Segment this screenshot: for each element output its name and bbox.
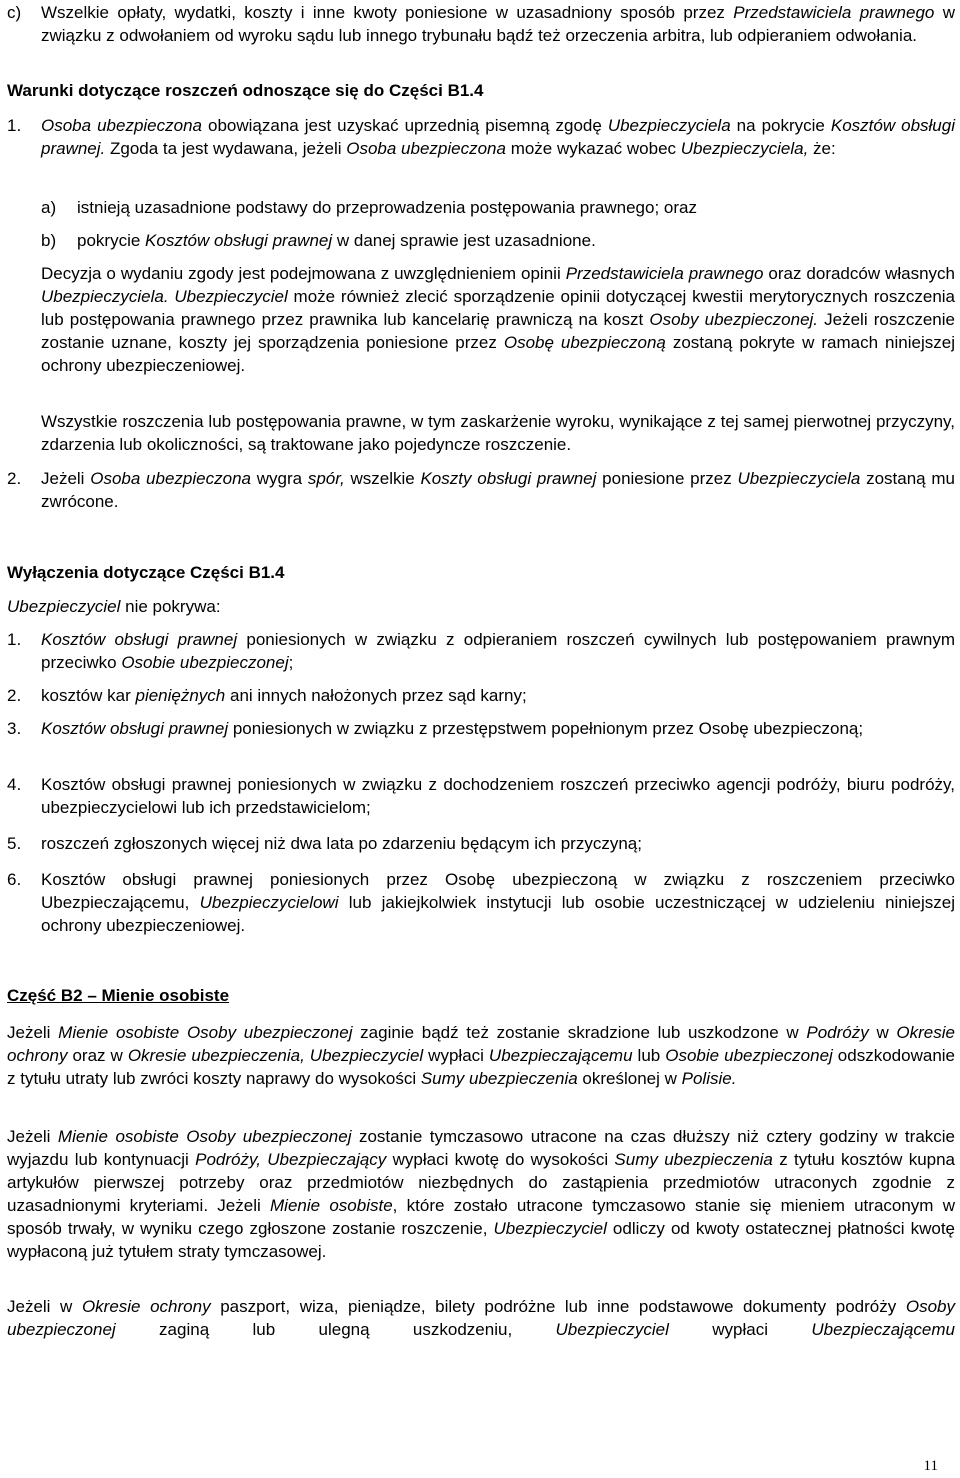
list-marker: 6. <box>7 870 22 889</box>
b2-paragraph-2: Jeżeli Mienie osobiste Osoby ubezpieczonej zostanie tymczasowo utracone na czas dłuższy niż cztery godziny w trakcie wyjazdu lub kontynuacji Podróży, Ubezpieczający wypłaci kwotę do wysokości Sumy ubezpieczenia z tytułu kosztów kupna artykułów pierwszej potrzeby oraz przedmiotów niezbędnych do zastąpienia przedmiotów utraconych zgodnie z uzasadnionymi kryteriami. Jeżeli Mienie osobiste, które zostało utracone tymczasowo stanie się mieniem utraconym w sposób trwały, w wyniku czego zgłoszone zostanie roszczenie, Ubezpieczyciel odliczy od kwoty ostatecznej płatności kwotę wypłaconą już tytułem straty tymczasowej. <box>7 1127 956 1261</box>
wylaczenia-intro: Ubezpieczyciel nie pokrywa: <box>7 597 221 616</box>
section-heading-warunki: Warunki dotyczące roszczeń odnoszące się do Części B1.4 <box>7 81 484 100</box>
exclusion-item <box>7 773 955 819</box>
warunki-item-2 <box>7 467 955 513</box>
list-item-text: kosztów kar pieniężnych ani innych nałożonych przez sąd karny; <box>41 686 527 705</box>
list-item-text: Wszelkie opłaty, wydatki, koszty i inne kwoty poniesione w uzasadniony sposób przez Przedstawiciela prawnego w związku z odwołaniem od wyroku sądu lub innego trybunału bądź też orzeczenia arbitra, lub odpieraniem odwołania. <box>41 3 956 45</box>
sub-item-text: istnieją uzasadnione podstawy do przeprowadzenia postępowania prawnego; oraz <box>77 198 697 217</box>
sub-marker: a) <box>41 198 57 217</box>
exclusion-item <box>7 832 955 855</box>
list-item-text: Kosztów obsługi prawnej poniesionych w związku z dochodzeniem roszczeń przeciwko agencji podróży, biuru podróży, ubezpieczycielowi lub ich przedstawicielom; <box>41 775 955 817</box>
section-heading-b2: Część B2 – Mienie osobiste <box>7 986 230 1005</box>
warunki-item-1 <box>7 114 955 160</box>
list-marker: c) <box>7 3 22 22</box>
warunki-1-paragraph-1: Decyzja o wydaniu zgody jest podejmowana z uwzględnieniem opinii Przedstawiciela prawnego oraz doradców własnych Ubezpieczyciela. Ubezpieczyciel może również zlecić sporządzenie opinii dotyczącej kwestii merytorycznych roszczenia lub postępowania prawnego przez prawnika lub kancelarię prawniczą na koszt Osoby ubezpieczonej. Jeżeli roszczenie zostanie uznane, koszty jej sporządzenia poniesione przez Osobę ubezpieczoną zostaną pokryte w ramach niniejszej ochrony ubezpieczeniowej. <box>41 264 955 375</box>
list-marker: 5. <box>7 834 22 853</box>
exclusion-item <box>7 628 955 674</box>
list-marker: 2. <box>7 469 22 488</box>
b2-paragraph-3: Jeżeli w Okresie ochrony paszport, wiza, pieniądze, bilety podróżne lub inne podstawowe dokumenty podróży Osoby ubezpieczonej zaginą lub ulegną uszkodzeniu, Ubezpieczyciel wypłaci Ubezpieczającemu <box>7 1297 955 1339</box>
sub-item-text: pokrycie Kosztów obsługi prawnej w danej sprawie jest uzasadnione. <box>77 231 596 250</box>
list-item-c <box>7 1 955 47</box>
sub-marker: b) <box>41 231 57 250</box>
list-item-text: roszczeń zgłoszonych więcej niż dwa lata po zdarzeniu będącym ich przyczyną; <box>41 834 642 853</box>
exclusion-item <box>7 868 955 937</box>
b2-paragraph-1: Jeżeli Mienie osobiste Osoby ubezpieczonej zaginie bądź też zostanie skradzione lub uszkodzone w Podróży w Okresie ochrony oraz w Okresie ubezpieczenia, Ubezpieczyciel wypłaci Ubezpieczającemu lub Osobie ubezpieczonej odszkodowanie z tytułu utraty lub zwróci koszty naprawy do wysokości Sumy ubezpieczenia określonej w Polisie. <box>7 1023 955 1088</box>
exclusion-item <box>7 717 955 740</box>
list-marker: 2. <box>7 686 22 705</box>
sub-item-b <box>7 229 955 252</box>
list-item-text: Kosztów obsługi prawnej poniesionych w związku z przestępstwem popełnionym przez Osobę ubezpieczoną; <box>41 719 864 738</box>
list-marker: 1. <box>7 630 22 649</box>
page-number: 11 <box>923 1458 938 1474</box>
list-marker: 3. <box>7 719 22 738</box>
warunki-1-paragraph-2: Wszystkie roszczenia lub postępowania prawne, w tym zaskarżenie wyroku, wynikające z tej samej pierwotnej przyczyny, zdarzenia lub okoliczności, są traktowane jako pojedyncze roszczenie. <box>41 412 955 454</box>
exclusion-item <box>7 684 955 707</box>
section-heading-wylaczenia: Wyłączenia dotyczące Części B1.4 <box>7 563 285 582</box>
list-item-text: Osoba ubezpieczona obowiązana jest uzyskać uprzednią pisemną zgodę Ubezpieczyciela na pokrycie Kosztów obsługi prawnej. Zgoda ta jest wydawana, jeżeli Osoba ubezpieczona może wykazać wobec Ubezpieczyciela, że: <box>41 116 955 158</box>
list-marker: 4. <box>7 775 22 794</box>
list-item-text: Kosztów obsługi prawnej poniesionych w związku z odpieraniem roszczeń cywilnych lub postępowaniem prawnym przeciwko Osobie ubezpieczonej; <box>41 630 955 672</box>
list-marker: 1. <box>7 116 22 135</box>
list-item-text: Jeżeli Osoba ubezpieczona wygra spór, wszelkie Koszty obsługi prawnej poniesione przez Ubezpieczyciela zostaną mu zwrócone. <box>41 469 955 511</box>
sub-item-a <box>7 196 955 219</box>
list-item-text: Kosztów obsługi prawnej poniesionych przez Osobę ubezpieczoną w związku z roszczeniem przeciwko Ubezpieczającemu, Ubezpieczycielowi lub jakiejkolwiek instytucji lub osobie uczestniczącej w udzieleniu niniejszej ochrony ubezpieczeniowej. <box>41 870 956 935</box>
